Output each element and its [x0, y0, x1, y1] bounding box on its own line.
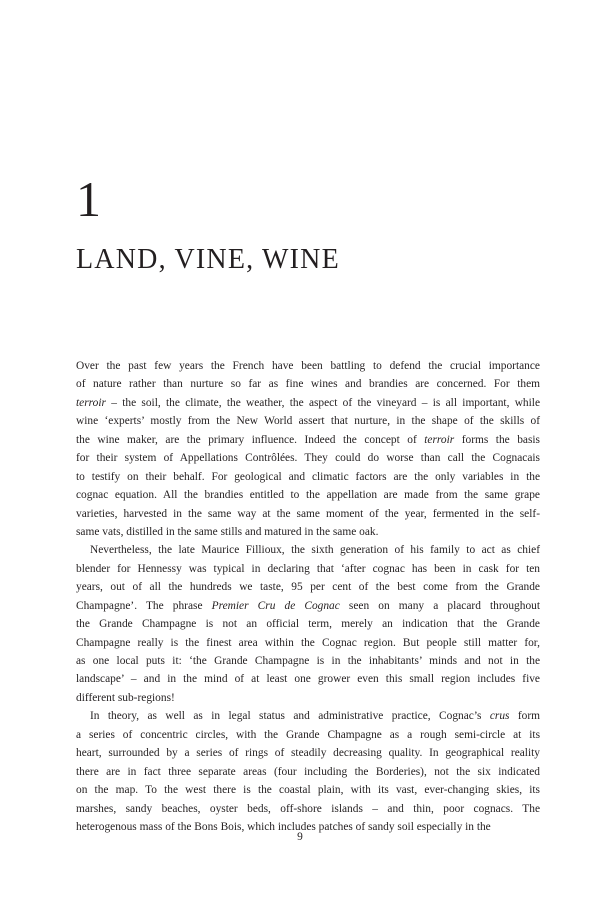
text-run: heart, surrounded by a series of rings of steadily decreasing quality. In geographical reality: [76, 747, 540, 760]
text-run: Over the past few years the French have been battling to defend the crucial importance: [76, 360, 540, 372]
text-line: [76, 560, 540, 578]
chapter-number: 1: [76, 171, 101, 227]
text-run: the Grande Champagne is not an official term, merely an indication that the Grande: [76, 618, 540, 631]
text-run: cognac equation. All the brandies entitled to the appellation are made from the same grape: [76, 489, 540, 502]
text-line: [76, 652, 540, 670]
text-run: Champagne’. The phrase: [76, 599, 212, 612]
text-line: [76, 763, 540, 781]
text-run: for their system of Appellations Contrôlées. They could do worse than call the Cognacais: [76, 452, 540, 465]
text-line: [76, 578, 540, 596]
chapter-title: LAND, VINE, WINE: [76, 244, 340, 275]
body-text: [76, 357, 540, 836]
text-line: [76, 449, 540, 467]
text-run: years, out of all the hundreds we taste, 95 per cent of the best come from the Grande: [76, 581, 540, 594]
text-line: [76, 486, 540, 504]
text-line: [76, 431, 540, 449]
italic-term: crus: [489, 710, 510, 723]
text-run: as one local puts it: ‘the Grande Champagne is in the inhabitants’ minds and not in the: [76, 655, 540, 667]
text-run: In theory, as well as in legal status and administrative practice, Cognac’s: [90, 710, 490, 723]
text-run: to testify on their behalf. For geological and climatic factors are the only variables in the: [76, 470, 540, 483]
text-line: [76, 634, 540, 652]
text-run: marshes, sandy beaches, oyster beds, off-shore islands – and thin, poor cognacs. The: [76, 802, 540, 815]
paragraph: [76, 357, 540, 541]
paragraph: [76, 541, 540, 707]
italic-term: terroir: [424, 433, 455, 446]
text-line: [76, 412, 540, 430]
text-run: a series of concentric circles, with the Grande Champagne as a rough semi-circle at its: [76, 728, 540, 741]
text-line: [76, 744, 540, 762]
text-run: Champagne really is the finest area within the Cognac region. But people still matter for,: [76, 636, 540, 649]
italic-term: terroir: [76, 396, 106, 409]
text-run: of nature rather than nurture so far as fine wines and brandies are concerned. For them: [76, 378, 540, 391]
text-run: same vats, distilled in the same stills and matured in the same oak.: [76, 525, 379, 538]
text-run: there are in fact three separate areas (four including the Borderies), not the six indicated: [76, 765, 540, 778]
page-number: 9: [297, 831, 303, 843]
text-run: – the soil, the climate, the weather, the aspect of the vineyard – is all important, while: [105, 396, 540, 409]
text-line: [76, 523, 540, 541]
text-run: varieties, harvested in the same way at the same moment of the year, fermented in the self-: [76, 507, 540, 520]
text-run: form: [509, 710, 540, 723]
text-line: [76, 468, 540, 486]
text-line: [76, 394, 540, 412]
text-line: [76, 689, 540, 707]
text-line: [76, 375, 540, 393]
text-run: blender for Hennessy was typical in declaring that ‘after cognac has been in cask for ten: [76, 562, 540, 575]
text-line: [76, 357, 540, 375]
text-run: the wine maker, are the primary influence. Indeed the concept of: [76, 433, 425, 446]
text-run: seen on many a placard throughout: [339, 599, 541, 612]
text-run: different sub-regions!: [76, 691, 175, 704]
text-line: [76, 597, 540, 615]
text-run: landscape’ – and in the mind of at least one grower even this small region includes five: [76, 673, 540, 686]
text-line: [76, 707, 540, 725]
text-line: [76, 800, 540, 818]
text-run: on the map. To the west there is the coastal plain, with its vast, ever-changing skies, its: [76, 784, 540, 797]
text-line: [76, 541, 540, 559]
paragraph: [76, 707, 540, 836]
text-line: [76, 505, 540, 523]
text-run: forms the basis: [454, 433, 540, 446]
text-run: Nevertheless, the late Maurice Fillioux, the sixth generation of his family to act as chief: [90, 544, 540, 557]
text-line: [76, 670, 540, 688]
text-line: [76, 781, 540, 799]
text-run: heterogenous mass of the Bons Bois, which includes patches of sandy soil especially in the: [76, 820, 491, 833]
text-run: wine ‘experts’ mostly from the New World assert that nurture, in the shape of the skills of: [76, 415, 540, 428]
text-line: [76, 615, 540, 633]
text-line: [76, 726, 540, 744]
italic-term: Premier Cru de Cognac: [211, 599, 340, 612]
